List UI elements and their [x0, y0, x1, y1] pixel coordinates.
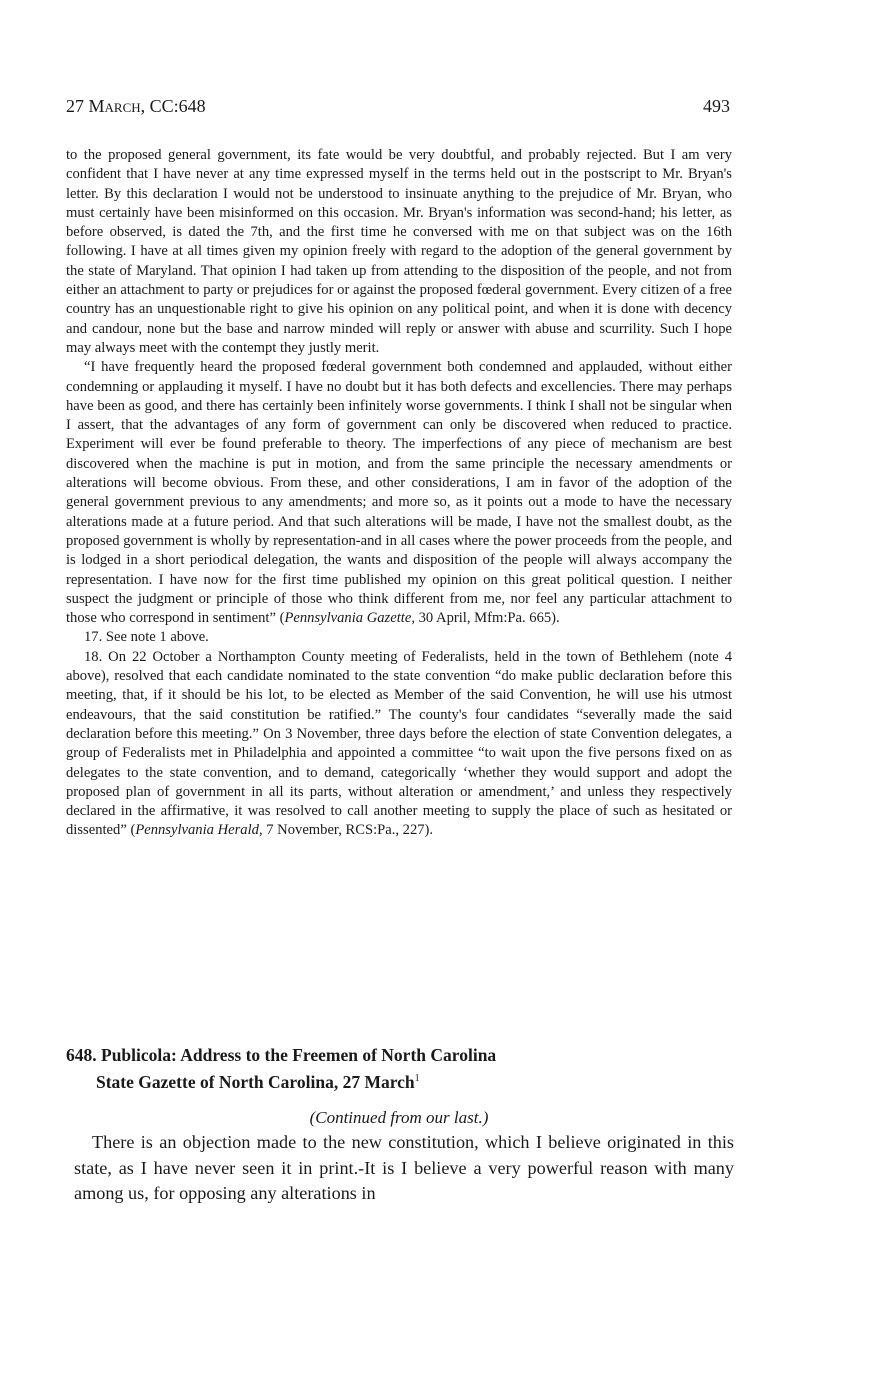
page-number: 493 [703, 96, 730, 116]
running-header [66, 96, 730, 117]
note-quote [66, 358, 732, 628]
continued-note: (Continued from our last.) [309, 1108, 489, 1127]
document-source [66, 1067, 746, 1094]
running-head-left: 27 March, CC:648 [66, 96, 206, 116]
note-18 [66, 648, 732, 841]
body-paragraph: There is an objection made to the new constitution, which I believe originated in this state, as I have never seen it in print.-It is I believe a very powerful reason with many among us, for opposing any alterations in [74, 1132, 734, 1203]
quote-citation-title: Pennsylvania Gazette [284, 610, 412, 627]
note-18-text: 18. On 22 October a Northampton County meeting of Federalists, held in the town of Bethlehem (note 4 above), resolved that each candidate nominated to the state convention “do make public declaration before this meeting, that, if it should be his lot, to be elected as Member of the said Convention, he will use his utmost endeavours, that the said constitution be ratified.” The county's four candidates “severally made the said declaration before this meeting.” On 3 November, three days before the election of state Convention delegates, a group of Federalists met in Philadelphia and appointed a committee “to wait upon the five persons fixed on as delegates to the state convention, and to demand, categorically ‘whether they would support and adopt the proposed plan of government in all its parts, without alteration or amendment,’ and unless they respectively declared in the affirmative, it was resolved to call another meeting to supply the place of such as hesitated or dissented” ( [66, 648, 732, 839]
note-18-citation-title: Pennsylvania Herald [135, 822, 259, 839]
header-ref: CC:648 [149, 96, 206, 116]
note-17: 17. See note 1 above. [84, 629, 209, 646]
footnote-marker: 1 [414, 1073, 420, 1084]
document-title: 648. Publicola: Address to the Freemen of North Carolina [66, 1045, 497, 1065]
header-date: 27 March [66, 96, 141, 116]
note-18-citation-rest: , 7 November, RCS:Pa., 227). [258, 822, 434, 839]
footnotes-block [66, 146, 732, 841]
document-source-text: State Gazette of North Carolina, 27 March [96, 1071, 415, 1092]
quote-text: “I have frequently heard the proposed fœderal government both condemned and applauded, without either condemning or applauding it myself. I have no doubt but it has both defects and excellencies. There may perhaps have been as good, and there has certainly been infinitely worse governments. I think I shall not be singular when I assert, that the advantages of any form of government can only be discovered when reduced to practice. Experiment will ever be found preferable to theory. The imperfections of any piece of mechanism are best discovered when the machine is put in motion, and from the same principle the necessary amendments or alterations will become obvious. From these, and other considerations, I am in favor of the adoption of the general government previous to any amendments; and more so, as it points out a mode to have the necessary alterations made at a future period. And that such alterations will be made, I have not the smallest doubt, as the proposed government is wholly by representation-and in all cases where the power proceeds from the people, and is lodged in a short periodical delegation, the wants and disposition of the people will always accompany the representation. I have now for the first time published my opinion on this great political question. I neither suspect the judgment or principle of those who think different from me, nor feel any particular attachment to those who correspond in sentiment” ( [66, 359, 732, 627]
document-body [74, 1130, 734, 1207]
document-heading [66, 1044, 746, 1094]
note-continuation: to the proposed general government, its fate would be very doubtful, and probably rejected. But I am very confident that I have never at any time expressed myself in the terms held out in the postscript to Mr. Bryan's letter. By this declaration I would not be understood to insinuate anything to the prejudice of Mr. Bryan, who must certainly have been misinformed on this occasion. Mr. Bryan's information was second-hand; his letter, as before observed, is dated the 7th, and the first time he conversed with me on that subject was on the 16th following. I have at all times given my opinion freely with regard to the adoption of the general government by the state of Maryland. That opinion I had taken up from attending to the disposition of the people, and not from either an attachment to party or prejudices for or against the proposed fœderal government. Every citizen of a free country has an unquestionable right to give his opinion on any political point, and when it is done with decency and candour, none but the base and narrow minded will reply or answer with abuse and scurrility. Such I hope may always meet with the contempt they justly merit. [66, 147, 732, 356]
quote-citation-rest: , 30 April, Mfm:Pa. 665). [411, 610, 560, 627]
